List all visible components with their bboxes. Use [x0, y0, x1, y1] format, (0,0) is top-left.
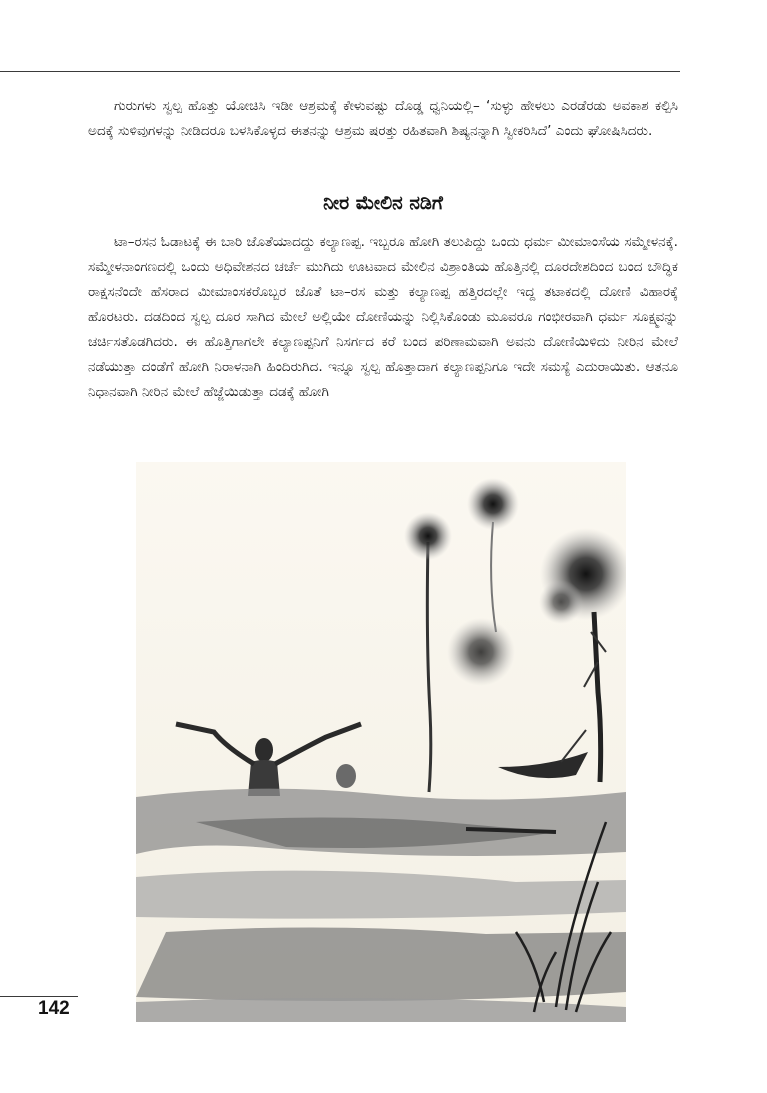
ink-illustration — [136, 462, 626, 1022]
section-heading: ನೀರ ಮೇಲಿನ ನಡಿಗೆ — [323, 192, 443, 214]
page-number: 142 — [38, 998, 70, 1019]
paragraph-story: ಟಾ–ರಸನ ಓಡಾಟಕ್ಕೆ ಈ ಬಾರಿ ಜೊತೆಯಾದದ್ದು ಕಲ್ಯಾಣಪ್ಪ. ಇಬ್ಬರೂ ಹೋಗಿ ತಲುಪಿದ್ದು ಒಂದು ಧರ್ಮ ಮೀಮಾಂಸೆಯ ಸಮ್ಮೇಳನಕ್ಕೆ. ಸಮ್ಮೇಳನಾಂಗಣದಲ್ಲಿ ಒಂದು ಅಧಿವೇಶನದ ಚರ್ಚೆ ಮುಗಿದು ಊಟವಾದ ಮೇಲಿನ ವಿಶ್ರಾಂತಿಯ ಹೊತ್ತಿನಲ್ಲಿ ದೂರದೇಶದಿಂದ ಬಂದ ಬೌದ್ಧಿಕ ರಾಕ್ಷಸನೆಂದೇ ಹೆಸರಾದ ಮೀಮಾಂಸಕರೊಬ್ಬರ ಜೊತೆ ಟಾ–ರಸ ಮತ್ತು ಕಲ್ಯಾಣಪ್ಪ ಹತ್ತಿರದಲ್ಲೇ ಇದ್ದ ತಟಾಕದಲ್ಲಿ ದೋಣಿ ವಿಹಾರಕ್ಕೆ ಹೊರಟರು. ದಡದಿಂದ ಸ್ವಲ್ಪ ದೂರ ಸಾಗಿದ ಮೇಲೆ ಅಲ್ಲಿಯೇ ದೋಣಿಯನ್ನು ನಿಲ್ಲಿಸಿಕೊಂಡು ಮೂವರೂ ಗಂಭೀರವಾಗಿ ಧರ್ಮ ಸೂಕ್ಷ್ಮವನ್ನು ಚರ್ಚಿಸತೊಡಗಿದರು. ಈ ಹೊತ್ತಿಗಾಗಲೇ ಕಲ್ಯಾಣಪ್ಪನಿಗೆ ನಿಸರ್ಗದ ಕರೆ ಬಂದ ಪರಿಣಾಮವಾಗಿ ಅವನು ದೋಣಿಯಿಳಿದು ನೀರಿನ ಮೇಲೆ ನಡೆಯುತ್ತಾ ದಂಡೆಗೆ ಹೋಗಿ ನಿರಾಳನಾಗಿ ಹಿಂದಿರುಗಿದ. ಇನ್ನೂ ಸ್ವಲ್ಪ ಹೊತ್ತಾದಾಗ ಕಲ್ಯಾಣಪ್ಪನಿಗೂ ಇದೇ ಸಮಸ್ಯೆ ಎದುರಾಯಿತು. ಆತನೂ ನಿಧಾನವಾಗಿ ನೀರಿನ ಮೇಲೆ ಹೆಜ್ಜೆಯಿಡುತ್ತಾ ದಡಕ್ಕೆ ಹೋಗಿ — [88, 234, 678, 400]
top-rule — [0, 71, 680, 72]
footer-rule — [0, 996, 78, 997]
water-washes — [136, 789, 626, 1022]
paragraph-intro: ಗುರುಗಳು ಸ್ವಲ್ಪ ಹೊತ್ತು ಯೋಚಿಸಿ ಇಡೀ ಆಶ್ರಮಕ್ಕೆ ಕೇಳುವಷ್ಟು ದೊಡ್ಡ ಧ್ವನಿಯಲ್ಲಿ– ‘ಸುಳ್ಳು ಹೇಳಲು ಎರಡೆರಡು ಅವಕಾಶ ಕಲ್ಪಿಸಿ ಅದಕ್ಕೆ ಸುಳಿವುಗಳನ್ನು ನೀಡಿದರೂ ಬಳಸಿಕೊಳ್ಳದ ಈತನನ್ನು ಆಶ್ರಮ ಷರತ್ತು ರಹಿತವಾಗಿ ಶಿಷ್ಯನನ್ನಾಗಿ ಸ್ವೀಕರಿಸಿದೆ’ ಎಂದು ಘೋಷಿಸಿದರು. — [88, 98, 678, 139]
